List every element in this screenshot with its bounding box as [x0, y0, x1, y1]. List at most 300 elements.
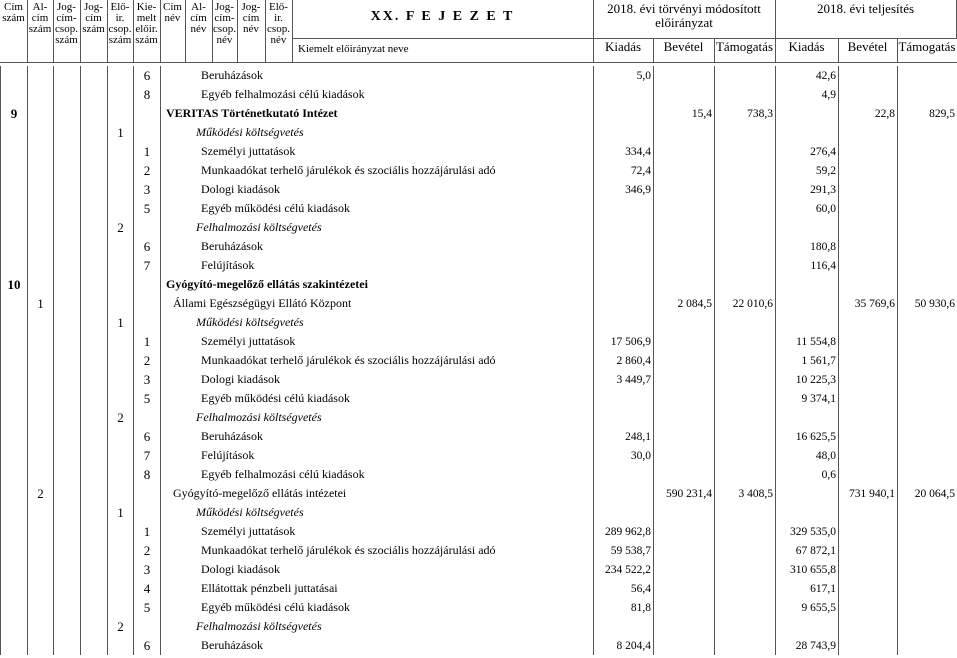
empty-cell — [54, 465, 81, 484]
row-alcim-number — [28, 180, 54, 199]
row-cim-number — [1, 408, 28, 427]
row-alcim-number — [28, 408, 54, 427]
actual-bevetel-value — [839, 161, 898, 180]
planned-tamogatas-value — [715, 313, 776, 332]
actual-kiadas-value — [776, 484, 839, 503]
row-cim-number — [1, 579, 28, 598]
actual-kiadas-value: 9 655,5 — [776, 598, 839, 617]
table-row — [1, 503, 957, 522]
planned-kiadas-value: 72,4 — [594, 161, 654, 180]
actual-tamogatas-value — [898, 427, 957, 446]
planned-tamogatas-value — [715, 617, 776, 636]
planned-kiadas-value — [594, 408, 654, 427]
row-name: Felújítások — [161, 446, 594, 465]
row-alcim-number — [28, 522, 54, 541]
empty-cell — [54, 389, 81, 408]
planned-bevetel-value — [654, 579, 715, 598]
row-kiem-number: 3 — [134, 370, 161, 389]
planned-bevetel-value — [654, 389, 715, 408]
actual-bevetel-value — [839, 313, 898, 332]
empty-cell — [54, 275, 81, 294]
planned-bevetel-value: 590 231,4 — [654, 484, 715, 503]
row-cim-number — [1, 332, 28, 351]
row-csop-number: 1 — [108, 123, 134, 142]
empty-cell — [81, 617, 108, 636]
table-row — [1, 370, 957, 389]
row-kiem-number: 7 — [134, 446, 161, 465]
planned-bevetel-value — [654, 332, 715, 351]
empty-cell — [54, 522, 81, 541]
row-kiem-number — [134, 123, 161, 142]
row-name: Személyi juttatások — [161, 522, 594, 541]
row-kiem-number — [134, 218, 161, 237]
table-row — [1, 237, 957, 256]
row-csop-number — [108, 484, 134, 503]
actual-kiadas-value — [776, 503, 839, 522]
row-name: Ellátottak pénzbeli juttatásai — [161, 579, 594, 598]
actual-bevetel-value — [839, 427, 898, 446]
row-csop-number — [108, 522, 134, 541]
row-kiem-number — [134, 104, 161, 123]
empty-cell — [54, 427, 81, 446]
actual-tamogatas-value — [898, 142, 957, 161]
row-csop-number: 2 — [108, 617, 134, 636]
row-alcim-number — [28, 161, 54, 180]
actual-bevetel-value — [839, 541, 898, 560]
actual-tamogatas-value — [898, 560, 957, 579]
row-csop-number: 2 — [108, 218, 134, 237]
row-cim-number — [1, 351, 28, 370]
planned-tamogatas-value — [715, 123, 776, 142]
row-cim-number — [1, 237, 28, 256]
row-cim-number — [1, 522, 28, 541]
actual-bevetel-value — [839, 598, 898, 617]
planned-kiadas-value: 234 522,2 — [594, 560, 654, 579]
planned-kiadas-value: 248,1 — [594, 427, 654, 446]
actual-tamogatas-value — [898, 66, 957, 85]
actual-tamogatas-value — [898, 446, 957, 465]
row-alcim-number — [28, 560, 54, 579]
table-row — [1, 66, 957, 85]
row-name: Egyéb működési célú kiadások — [161, 389, 594, 408]
row-name: Működési költségvetés — [161, 123, 594, 142]
planned-tamogatas-value — [715, 541, 776, 560]
row-csop-number — [108, 66, 134, 85]
planned-bevetel-value: 15,4 — [654, 104, 715, 123]
planned-bevetel-value — [654, 370, 715, 389]
actual-kiadas-value: 329 535,0 — [776, 522, 839, 541]
planned-kiadas-value — [594, 123, 654, 142]
row-kiem-number: 1 — [134, 522, 161, 541]
row-alcim-number — [28, 351, 54, 370]
actual-kiadas-value: 48,0 — [776, 446, 839, 465]
empty-cell — [54, 408, 81, 427]
actual-kiadas-value: 276,4 — [776, 142, 839, 161]
row-cim-number — [1, 389, 28, 408]
row-name: Felhalmozási költségvetés — [161, 617, 594, 636]
planned-bevetel-value — [654, 218, 715, 237]
planned-kiadas-value — [594, 503, 654, 522]
budget-table — [0, 66, 957, 655]
planned-tamogatas-value — [715, 180, 776, 199]
actual-kiadas-value — [776, 617, 839, 636]
table-row — [1, 123, 957, 142]
row-cim-number — [1, 66, 28, 85]
planned-tamogatas-value — [715, 465, 776, 484]
actual-bevetel-value — [839, 370, 898, 389]
empty-cell — [81, 199, 108, 218]
actual-bevetel-value — [839, 579, 898, 598]
planned-bevetel-value — [654, 617, 715, 636]
table-row — [1, 446, 957, 465]
row-cim-number — [1, 218, 28, 237]
row-name: Egyéb felhalmozási célú kiadások — [161, 85, 594, 104]
row-cim-number — [1, 465, 28, 484]
empty-cell — [81, 66, 108, 85]
planned-kiadas-value — [594, 199, 654, 218]
header-sub-4: Bevétel — [838, 38, 898, 63]
actual-tamogatas-value: 829,5 — [898, 104, 957, 123]
row-csop-number — [108, 275, 134, 294]
table-row — [1, 579, 957, 598]
empty-cell — [81, 123, 108, 142]
actual-bevetel-value — [839, 408, 898, 427]
actual-kiadas-value — [776, 408, 839, 427]
planned-kiadas-value — [594, 294, 654, 313]
row-cim-number — [1, 503, 28, 522]
actual-kiadas-value: 9 374,1 — [776, 389, 839, 408]
actual-kiadas-value — [776, 313, 839, 332]
header-group-planned: 2018. évi törvényi módosított előirányzat — [593, 0, 776, 39]
row-kiem-number: 1 — [134, 332, 161, 351]
actual-tamogatas-value: 50 930,6 — [898, 294, 957, 313]
planned-bevetel-value — [654, 503, 715, 522]
planned-kiadas-value: 334,4 — [594, 142, 654, 161]
table-row — [1, 541, 957, 560]
row-alcim-number — [28, 579, 54, 598]
actual-bevetel-value — [839, 617, 898, 636]
row-kiem-number — [134, 294, 161, 313]
header-col-0: Cím szám — [0, 0, 28, 63]
actual-bevetel-value — [839, 560, 898, 579]
planned-bevetel-value — [654, 180, 715, 199]
planned-kiadas-value — [594, 617, 654, 636]
planned-tamogatas-value — [715, 389, 776, 408]
actual-kiadas-value — [776, 123, 839, 142]
row-kiem-number: 7 — [134, 256, 161, 275]
empty-cell — [81, 294, 108, 313]
row-csop-number — [108, 636, 134, 655]
row-alcim-number — [28, 275, 54, 294]
planned-bevetel-value — [654, 636, 715, 655]
row-alcim-number — [28, 332, 54, 351]
row-alcim-number — [28, 66, 54, 85]
actual-tamogatas-value — [898, 579, 957, 598]
row-alcim-number — [28, 123, 54, 142]
empty-cell — [81, 85, 108, 104]
table-row — [1, 85, 957, 104]
row-alcim-number — [28, 465, 54, 484]
actual-tamogatas-value — [898, 541, 957, 560]
row-cim-number — [1, 370, 28, 389]
row-kiem-number — [134, 313, 161, 332]
row-csop-number — [108, 199, 134, 218]
actual-tamogatas-value — [898, 465, 957, 484]
planned-kiadas-value — [594, 389, 654, 408]
row-kiem-number: 6 — [134, 427, 161, 446]
table-row — [1, 560, 957, 579]
planned-kiadas-value: 3 449,7 — [594, 370, 654, 389]
actual-bevetel-value: 35 769,6 — [839, 294, 898, 313]
row-alcim-number — [28, 427, 54, 446]
row-alcim-number — [28, 370, 54, 389]
planned-tamogatas-value — [715, 237, 776, 256]
actual-kiadas-value: 116,4 — [776, 256, 839, 275]
empty-cell — [81, 332, 108, 351]
row-kiem-number: 6 — [134, 237, 161, 256]
row-csop-number — [108, 104, 134, 123]
row-csop-number — [108, 579, 134, 598]
header-group-actual: 2018. évi teljesítés — [775, 0, 957, 39]
row-alcim-number — [28, 256, 54, 275]
planned-bevetel-value — [654, 408, 715, 427]
planned-bevetel-value: 2 084,5 — [654, 294, 715, 313]
empty-cell — [54, 541, 81, 560]
table-row — [1, 351, 957, 370]
planned-bevetel-value — [654, 598, 715, 617]
empty-cell — [81, 560, 108, 579]
planned-tamogatas-value — [715, 332, 776, 351]
planned-tamogatas-value — [715, 446, 776, 465]
row-csop-number — [108, 161, 134, 180]
planned-kiadas-value: 56,4 — [594, 579, 654, 598]
row-cim-number — [1, 294, 28, 313]
row-csop-number — [108, 142, 134, 161]
empty-cell — [81, 484, 108, 503]
row-cim-number — [1, 313, 28, 332]
empty-cell — [54, 123, 81, 142]
table-row — [1, 142, 957, 161]
row-name: VERITAS Történetkutató Intézet — [161, 104, 594, 123]
planned-tamogatas-value — [715, 351, 776, 370]
actual-bevetel-value: 731 940,1 — [839, 484, 898, 503]
empty-cell — [81, 180, 108, 199]
empty-cell — [81, 446, 108, 465]
actual-kiadas-value — [776, 104, 839, 123]
actual-tamogatas-value: 20 064,5 — [898, 484, 957, 503]
empty-cell — [54, 560, 81, 579]
actual-tamogatas-value — [898, 123, 957, 142]
table-row — [1, 275, 957, 294]
row-kiem-number: 6 — [134, 66, 161, 85]
empty-cell — [81, 237, 108, 256]
planned-bevetel-value — [654, 199, 715, 218]
empty-cell — [81, 579, 108, 598]
row-cim-number — [1, 617, 28, 636]
table-row — [1, 199, 957, 218]
row-kiem-number: 1 — [134, 142, 161, 161]
actual-tamogatas-value — [898, 617, 957, 636]
table-row — [1, 522, 957, 541]
planned-bevetel-value — [654, 256, 715, 275]
actual-bevetel-value — [839, 237, 898, 256]
actual-tamogatas-value — [898, 180, 957, 199]
planned-kiadas-value — [594, 237, 654, 256]
row-cim-number — [1, 636, 28, 655]
actual-tamogatas-value — [898, 313, 957, 332]
header-col-1: Al-cím szám — [27, 0, 54, 63]
row-alcim-number — [28, 199, 54, 218]
actual-kiadas-value: 310 655,8 — [776, 560, 839, 579]
actual-tamogatas-value — [898, 636, 957, 655]
row-alcim-number — [28, 503, 54, 522]
planned-bevetel-value — [654, 237, 715, 256]
row-kiem-number: 2 — [134, 351, 161, 370]
row-alcim-number — [28, 142, 54, 161]
row-cim-number — [1, 142, 28, 161]
planned-tamogatas-value — [715, 66, 776, 85]
header-sub-5: Támogatás — [897, 38, 957, 63]
table-row — [1, 427, 957, 446]
actual-bevetel-value — [839, 636, 898, 655]
row-cim-number — [1, 85, 28, 104]
actual-tamogatas-value — [898, 85, 957, 104]
actual-tamogatas-value — [898, 408, 957, 427]
empty-cell — [81, 351, 108, 370]
empty-cell — [81, 161, 108, 180]
table-row — [1, 389, 957, 408]
actual-kiadas-value: 67 872,1 — [776, 541, 839, 560]
planned-kiadas-value — [594, 275, 654, 294]
actual-kiadas-value: 617,1 — [776, 579, 839, 598]
empty-cell — [54, 104, 81, 123]
planned-kiadas-value: 346,9 — [594, 180, 654, 199]
row-csop-number — [108, 180, 134, 199]
row-name: Működési költségvetés — [161, 503, 594, 522]
row-csop-number: 1 — [108, 503, 134, 522]
planned-tamogatas-value — [715, 370, 776, 389]
actual-bevetel-value — [839, 446, 898, 465]
actual-bevetel-value — [839, 522, 898, 541]
actual-kiadas-value — [776, 294, 839, 313]
planned-kiadas-value: 30,0 — [594, 446, 654, 465]
row-cim-number: 9 — [1, 104, 28, 123]
table-row — [1, 636, 957, 655]
header-name-col-2: Jog-cím-csop. név — [212, 0, 238, 63]
actual-tamogatas-value — [898, 256, 957, 275]
actual-tamogatas-value — [898, 199, 957, 218]
row-kiem-number: 5 — [134, 389, 161, 408]
planned-kiadas-value: 59 538,7 — [594, 541, 654, 560]
row-csop-number — [108, 560, 134, 579]
empty-cell — [81, 389, 108, 408]
planned-bevetel-value — [654, 85, 715, 104]
empty-cell — [54, 332, 81, 351]
row-name: Gyógyító-megelőző ellátás intézetei — [161, 484, 594, 503]
table-row — [1, 465, 957, 484]
header-divider — [0, 62, 957, 63]
planned-tamogatas-value: 22 010,6 — [715, 294, 776, 313]
row-name: Beruházások — [161, 66, 594, 85]
table-row — [1, 161, 957, 180]
row-name: Működési költségvetés — [161, 313, 594, 332]
actual-tamogatas-value — [898, 370, 957, 389]
actual-bevetel-value — [839, 465, 898, 484]
planned-kiadas-value — [594, 465, 654, 484]
row-name: Munkaadókat terhelő járulékok és szociális hozzájárulási adó — [161, 351, 594, 370]
table-row — [1, 294, 957, 313]
planned-kiadas-value — [594, 313, 654, 332]
planned-bevetel-value — [654, 541, 715, 560]
empty-cell — [54, 446, 81, 465]
table-row — [1, 332, 957, 351]
row-name: Munkaadókat terhelő járulékok és szociális hozzájárulási adó — [161, 161, 594, 180]
planned-kiadas-value — [594, 256, 654, 275]
planned-tamogatas-value — [715, 218, 776, 237]
table-row — [1, 218, 957, 237]
empty-cell — [81, 522, 108, 541]
row-cim-number — [1, 427, 28, 446]
planned-tamogatas-value — [715, 598, 776, 617]
table-row — [1, 180, 957, 199]
planned-bevetel-value — [654, 446, 715, 465]
actual-bevetel-value — [839, 218, 898, 237]
row-cim-number — [1, 161, 28, 180]
row-name: Felhalmozási költségvetés — [161, 218, 594, 237]
row-name: Személyi juttatások — [161, 142, 594, 161]
row-csop-number — [108, 294, 134, 313]
empty-cell — [54, 484, 81, 503]
planned-tamogatas-value — [715, 142, 776, 161]
empty-cell — [81, 142, 108, 161]
header-sub-0: Kiadás — [593, 38, 654, 63]
planned-kiadas-value: 2 860,4 — [594, 351, 654, 370]
empty-cell — [54, 370, 81, 389]
planned-bevetel-value — [654, 351, 715, 370]
table-row — [1, 256, 957, 275]
row-csop-number — [108, 351, 134, 370]
row-name: Egyéb működési célú kiadások — [161, 598, 594, 617]
empty-cell — [81, 218, 108, 237]
row-name: Állami Egészségügyi Ellátó Központ — [161, 294, 594, 313]
row-csop-number — [108, 446, 134, 465]
row-kiem-number: 2 — [134, 541, 161, 560]
empty-cell — [81, 427, 108, 446]
header-col-3: Jog-cím szám — [80, 0, 108, 63]
actual-bevetel-value — [839, 180, 898, 199]
row-alcim-number — [28, 598, 54, 617]
actual-tamogatas-value — [898, 237, 957, 256]
empty-cell — [54, 503, 81, 522]
row-name: Egyéb felhalmozási célú kiadások — [161, 465, 594, 484]
planned-bevetel-value — [654, 275, 715, 294]
row-alcim-number: 1 — [28, 294, 54, 313]
row-cim-number — [1, 484, 28, 503]
header-sub-3: Kiadás — [775, 38, 839, 63]
actual-tamogatas-value — [898, 598, 957, 617]
row-kiem-number: 4 — [134, 579, 161, 598]
planned-kiadas-value — [594, 85, 654, 104]
empty-cell — [54, 256, 81, 275]
actual-kiadas-value: 28 743,9 — [776, 636, 839, 655]
actual-kiadas-value: 10 225,3 — [776, 370, 839, 389]
header-name-col-4: Elő-ir. csop. név — [265, 0, 293, 63]
actual-kiadas-value: 1 561,7 — [776, 351, 839, 370]
empty-cell — [54, 617, 81, 636]
row-kiem-number: 2 — [134, 161, 161, 180]
row-alcim-number — [28, 617, 54, 636]
row-kiem-number — [134, 275, 161, 294]
